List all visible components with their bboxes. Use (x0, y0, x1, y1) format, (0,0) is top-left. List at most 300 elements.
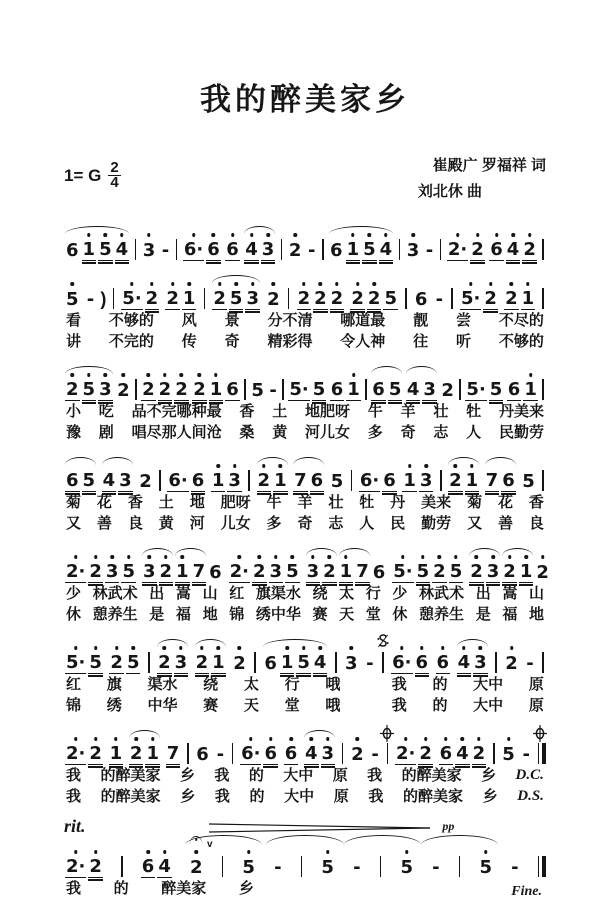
note-number: 2 (484, 288, 497, 309)
octave-dot (318, 646, 322, 650)
note-number: 4 (115, 239, 129, 260)
octave-dot (269, 737, 273, 741)
lyric-syllable: 我 (367, 767, 383, 784)
lyric-syllable: 分不清 (267, 312, 313, 329)
lyric-syllable: 出 (475, 585, 491, 602)
note-number: 2 (189, 857, 203, 878)
lyric-syllable: 志 (328, 515, 344, 532)
note-number: 6 (383, 470, 396, 491)
octave-dot (87, 373, 91, 377)
note-2 (229, 547, 250, 583)
lyric-syllable: 绕 (203, 676, 219, 693)
lyric-syllable: 地 (189, 494, 205, 511)
barline (301, 856, 303, 877)
octave-dot (444, 737, 448, 741)
octave-dot (476, 233, 480, 237)
note-2 (395, 729, 416, 765)
music-row (64, 452, 546, 492)
note-6 (501, 456, 516, 492)
note-number: 4 (379, 239, 393, 260)
lyric-syllable: 牡 (359, 494, 375, 511)
lyric-syllable: 堂 (365, 606, 381, 623)
lyric-syllable: 牛 (266, 494, 282, 511)
note-number: 2 (449, 470, 462, 491)
lyric-syllable: 渠水 (147, 676, 178, 693)
note-5 (320, 842, 335, 878)
lyric-syllable: 良 (127, 515, 143, 532)
barline (176, 239, 178, 260)
note-2 (174, 365, 189, 401)
octave-dot (74, 737, 78, 741)
note-number: 3 (228, 470, 241, 491)
lyric-syllable: 我 (214, 767, 230, 784)
beam-group (64, 638, 104, 674)
note-5 (65, 638, 86, 674)
octave-dot (293, 233, 297, 237)
note-4 (455, 729, 470, 765)
beam-group (140, 842, 173, 878)
note-2 (470, 225, 485, 261)
octave-dot (524, 555, 528, 559)
note-number: 2· (66, 743, 86, 764)
octave-dot (461, 737, 465, 741)
lyric-syllable: 的 (113, 880, 129, 897)
duration-dash: - (269, 380, 277, 401)
barline (405, 288, 407, 309)
barline (342, 743, 344, 764)
barline (542, 652, 544, 673)
note-number: 2 (314, 288, 327, 309)
note-number: 2 (441, 380, 454, 401)
lyric-syllable: 花 (497, 494, 513, 511)
lyric-syllable: 原 (528, 676, 544, 693)
note-3 (98, 365, 113, 401)
octave-dot (250, 233, 254, 237)
octave-dot (302, 646, 306, 650)
beam-group (64, 729, 104, 765)
note-3 (142, 547, 157, 583)
note-2 (116, 365, 131, 401)
lyric-syllable: 丹 (390, 494, 406, 511)
beam-group (164, 274, 197, 310)
note-number: 1 (465, 470, 479, 491)
note-4 (115, 225, 130, 261)
note-2 (432, 547, 447, 583)
note-number: 3 (142, 240, 156, 261)
key-text: 1= G (64, 165, 102, 185)
note-6 (65, 456, 80, 492)
note-1 (211, 456, 226, 492)
note-4 (506, 225, 521, 261)
octave-dot (510, 282, 514, 286)
beam-group (239, 729, 279, 765)
note-5 (229, 274, 244, 310)
note-number: 1 (274, 470, 287, 491)
octave-dot (326, 850, 330, 854)
lyric-syllable: 菊 (467, 494, 483, 511)
barline (495, 652, 497, 673)
beam-group (446, 225, 486, 261)
note-number: 5 (89, 652, 102, 673)
lyric-syllable: 丹美来 (498, 403, 544, 420)
duration-dash: - (511, 857, 519, 878)
lyric-syllable: D.C. (515, 767, 544, 783)
note-2 (288, 225, 303, 261)
note-2 (502, 547, 517, 583)
lyric-syllable: 不够的 (498, 333, 544, 350)
lyric-syllable: 旗渠水 (255, 585, 301, 602)
music-row (64, 725, 546, 765)
octave-dot (462, 646, 466, 650)
note-number: 5 (384, 288, 397, 309)
lyric-syllable: 赛 (312, 606, 328, 623)
slur-group (194, 638, 227, 674)
barline (281, 239, 283, 260)
slur-group (484, 456, 517, 492)
octave-dot (456, 233, 460, 237)
slur-group (156, 638, 189, 674)
note-number: 5 (400, 857, 413, 878)
note-4 (102, 456, 117, 492)
note-5 (121, 547, 136, 583)
beam-group (191, 365, 241, 401)
note-number: 3 (306, 561, 320, 582)
lyric-syllable: 赛 (203, 697, 219, 714)
system-1 (64, 221, 546, 261)
note-number: 1 (146, 743, 159, 764)
note-6 (284, 729, 299, 765)
note-5 (501, 729, 516, 765)
lyric-syllable: 黄 (158, 515, 174, 532)
lyric-syllable: 太 (339, 585, 355, 602)
note-5 (449, 547, 464, 583)
lyric-syllable: 河 (189, 515, 205, 532)
note-6 (240, 729, 261, 765)
note-3 (105, 547, 120, 583)
note-number: 1 (521, 288, 535, 309)
lyric-syllable: 品不完哪种最 (131, 403, 222, 420)
beam-group (283, 729, 300, 765)
beam-group (503, 274, 536, 310)
beam-group (228, 547, 268, 583)
lyric-syllable: 的醉美家 (401, 767, 462, 784)
note-number: 2 (158, 379, 172, 400)
duration-dash: - (526, 653, 534, 674)
lyric-syllable: 我 (391, 676, 407, 693)
note-number: 2 (367, 288, 381, 309)
note-2 (252, 547, 267, 583)
beam-group (108, 638, 141, 674)
time-signature (108, 161, 120, 190)
note-1 (209, 365, 224, 401)
lyric-syllable: 嵩 (502, 585, 518, 602)
octave-dot (289, 737, 293, 741)
octave-dot (94, 850, 98, 854)
note-number: 1 (176, 561, 189, 582)
note-2 (65, 365, 80, 401)
note-number: 2 (193, 379, 206, 400)
note-number: 6 (372, 562, 386, 583)
beam-group (108, 729, 125, 765)
note-3 (321, 729, 336, 765)
barline (135, 239, 137, 260)
note-number: 5· (461, 288, 481, 309)
note-number: 1 (109, 743, 123, 764)
note-number: 6 (507, 379, 521, 400)
lyric-syllable: 羊 (400, 403, 416, 420)
note-number: 2 (89, 856, 102, 877)
barline (135, 379, 137, 400)
lyric-syllable: 志 (433, 424, 449, 441)
note-2 (448, 456, 463, 492)
octave-dot (147, 555, 151, 559)
note-number: 6 (310, 470, 324, 491)
note-number: 2 (505, 653, 518, 674)
octave-dot (71, 282, 75, 286)
note-number: 6 (141, 856, 155, 877)
beam-group (64, 547, 104, 583)
octave-dot (187, 282, 191, 286)
lyrics-row-2 (64, 604, 546, 625)
octave-dot (198, 373, 202, 377)
note-number: 6 (226, 239, 239, 260)
lyric-syllable: 原 (332, 767, 348, 784)
note-2 (158, 365, 173, 401)
octave-dot (164, 555, 168, 559)
barline (440, 470, 442, 491)
slur-group (456, 638, 489, 674)
barline (493, 743, 495, 764)
lyric-syllable: 是 (475, 606, 491, 623)
lyric-syllable: 羊 (297, 494, 313, 511)
octave-dot (151, 737, 155, 741)
lyric-syllable: 山 (528, 585, 544, 602)
note-6 (507, 365, 522, 401)
note-number: 7 (485, 470, 499, 491)
octave-dot (122, 373, 126, 377)
octave-dot (147, 373, 151, 377)
barline (282, 379, 284, 400)
note-5 (65, 274, 80, 310)
lyric-syllable: 香 (239, 403, 255, 420)
lyric-syllable: 哦 (325, 676, 341, 693)
note-1 (346, 365, 361, 401)
note-number: 6 (66, 240, 79, 261)
lyric-syllable: 哦 (325, 697, 341, 714)
note-number: 2 (419, 743, 432, 764)
lyric-syllable: 地 (528, 606, 544, 623)
note-number: 4 (102, 470, 116, 491)
note-number: 5· (393, 561, 413, 582)
barline (542, 288, 544, 309)
note-number: 2 (110, 652, 123, 673)
note-number: 2· (447, 239, 468, 260)
lyric-syllable: 锦 (66, 697, 82, 714)
lyrics-row-1 (64, 674, 546, 695)
note-number: 1 (346, 239, 360, 260)
octave-dot (351, 233, 355, 237)
note-5 (98, 225, 113, 261)
lyric-syllable: 锦 (229, 606, 245, 623)
octave-dot (541, 555, 545, 559)
lyric-syllable: 豫 (66, 424, 82, 441)
barline (365, 379, 367, 400)
notation-systems (64, 221, 549, 899)
octave-dot (404, 737, 408, 741)
octave-dot (234, 282, 238, 286)
duration-dash: - (522, 744, 530, 765)
beam-group (120, 274, 160, 310)
octave-dot (291, 555, 295, 559)
lyric-syllable: 景 (224, 312, 240, 329)
lyric-syllable: 多 (266, 515, 282, 532)
system-4 (64, 452, 546, 534)
note-4 (406, 365, 421, 401)
lyric-syllable: 菊 (66, 494, 82, 511)
note-5 (465, 365, 486, 401)
octave-dot (180, 373, 184, 377)
note-1 (519, 547, 534, 583)
octave-dot (285, 646, 289, 650)
note-3 (227, 456, 242, 492)
note-number: 7 (356, 561, 369, 582)
beam-group (488, 225, 538, 261)
lyric-syllable: 乡 (238, 880, 254, 897)
note-6 (141, 842, 156, 878)
note-5 (399, 842, 414, 878)
octave-dot (319, 282, 323, 286)
octave-dot (71, 373, 75, 377)
note-number: 5 (330, 471, 344, 492)
barline (254, 652, 256, 673)
slur-group (174, 547, 207, 583)
octave-dot (511, 233, 515, 237)
beam-group (506, 365, 539, 401)
note-7 (293, 456, 308, 492)
note-number: 2 (471, 239, 484, 260)
lyric-syllable: 绣 (106, 697, 122, 714)
barline (113, 288, 115, 309)
duration-dash: - (432, 857, 440, 878)
note-3 (422, 365, 437, 401)
lyric-syllable: 嵩 (175, 585, 191, 602)
lyric-syllable: 哪道最 (340, 312, 386, 329)
lyric-syllable: 牛 (367, 403, 383, 420)
octave-dot (171, 282, 175, 286)
lyric-syllable: 土 (272, 403, 288, 420)
lyric-syllable: 原 (333, 788, 349, 805)
lyric-syllable: 我 (66, 767, 82, 784)
lyric-syllable: 人 (359, 515, 375, 532)
composer-credit: 刘北休 曲 (417, 183, 482, 200)
note-number: 5· (122, 288, 142, 309)
lyric-syllable: 少 (66, 585, 82, 602)
lyric-syllable: 绕 (312, 585, 328, 602)
note-number: 2 (66, 379, 79, 400)
note-1 (346, 225, 361, 261)
note-6 (439, 729, 454, 765)
octave-dot (238, 646, 242, 650)
octave-dot (526, 282, 530, 286)
octave-dot (74, 850, 78, 854)
octave-dot (163, 373, 167, 377)
lyric-syllable: D.S. (517, 788, 544, 804)
octave-dot (421, 555, 425, 559)
lyric-syllable: 人 (466, 424, 482, 441)
note-number: 1 (280, 652, 294, 673)
note-2 (145, 274, 160, 310)
note-5 (383, 274, 398, 310)
note-number: 6· (359, 470, 380, 491)
octave-dot (233, 464, 237, 468)
lyric-syllable: 旗 (106, 676, 122, 693)
note-number: 7 (192, 561, 206, 582)
note-2 (350, 274, 365, 310)
octave-dot (405, 850, 409, 854)
slur-group (405, 365, 438, 401)
octave-dot (510, 646, 514, 650)
beam-group (64, 842, 104, 878)
barline (451, 288, 453, 309)
note-number: 1 (212, 652, 225, 673)
note-number: 1 (209, 379, 223, 400)
note-6 (208, 547, 223, 583)
slur-group (501, 547, 534, 583)
lyric-syllable: 憩养生 (92, 606, 138, 623)
slur-group (468, 547, 501, 583)
note-2 (192, 365, 207, 401)
note-6 (310, 456, 325, 492)
note-number: 6 (414, 289, 428, 310)
lyric-syllable: 的 (248, 767, 264, 784)
note-4 (457, 638, 472, 674)
note-3 (486, 547, 501, 583)
note-2 (88, 729, 103, 765)
lyric-syllable: 良 (528, 515, 544, 532)
beam-group (140, 365, 190, 401)
lyric-syllable: 又 (467, 515, 483, 532)
note-5 (312, 365, 327, 401)
note-5 (489, 365, 504, 401)
note-number: 3 (246, 288, 259, 309)
octave-dot (441, 646, 445, 650)
music-row (64, 361, 546, 401)
lyric-syllable: 讲 (66, 333, 82, 350)
note-number: 2 (139, 471, 152, 492)
slur-group (370, 365, 403, 401)
lyric-syllable: 传 (181, 333, 197, 350)
note-6 (191, 456, 206, 492)
note-number: 5 (363, 239, 376, 260)
lyric-syllable: 儿女 (220, 515, 251, 532)
octave-dot (74, 555, 78, 559)
lyric-syllable: 香 (127, 494, 143, 511)
note-number: 2 (257, 470, 271, 491)
note-2 (418, 729, 433, 765)
note-2 (469, 547, 484, 583)
note-number: 5· (289, 379, 309, 400)
lyric-syllable: 奇 (224, 333, 240, 350)
meter-denominator: 4 (110, 174, 119, 191)
note-2 (266, 274, 281, 310)
note-number: 5 (489, 379, 503, 400)
note-number: 2 (470, 561, 483, 582)
note-4 (157, 842, 172, 878)
note-number: 2 (253, 561, 266, 582)
segno-icon (377, 634, 389, 650)
lyric-syllable: 天 (339, 606, 355, 623)
octave-dot (104, 373, 108, 377)
